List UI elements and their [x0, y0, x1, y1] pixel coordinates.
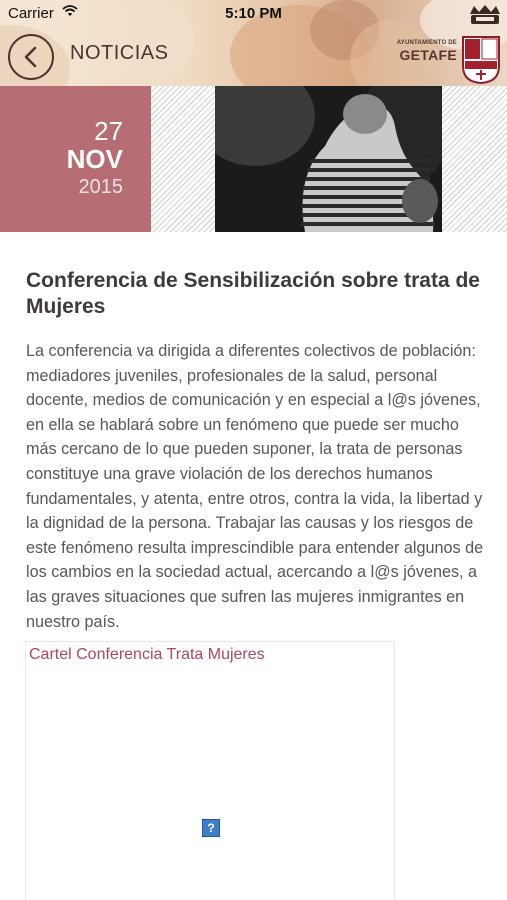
date-month: NOV — [66, 144, 123, 174]
getafe-logo — [378, 36, 503, 86]
logo-subtitle: AYUNTAMIENTO DE — [396, 40, 457, 46]
date-box — [0, 86, 151, 232]
broken-image-icon[interactable]: ? — [202, 819, 220, 837]
coat-of-arms-icon — [462, 36, 500, 84]
article-title: Conferencia de Sensibilización sobre trata de Mujeres — [26, 269, 480, 318]
back-button[interactable] — [8, 34, 54, 80]
logo-name: GETAFE — [399, 47, 457, 63]
crown-icon — [468, 4, 502, 26]
attachment-frame — [25, 641, 395, 900]
article-photo — [215, 86, 442, 232]
chevron-left-icon — [22, 46, 40, 68]
article-body: La conferencia va dirigida a diferentes colectivos de población: mediadores juveniles, profesionales de la salud, personal docente, medios de comunicación y en especial a l@s jóvenes, en ella se hablará sobre un fenómeno que puede ser mucho más cercano de lo que pueden suponer, la trata de personas constituye una grave violación de los derechos humanos fundamentales, y atenta, entre otros, contra la vida, la libertad y la dignidad de la persona. Trabajar las causas y los riesgos de este fenómeno resulta imprescindible para entender algunos de los cambios en la sociedad actual, acercando a l@s jóvenes, a las graves situaciones que sufren las mujeres inmigrantes en nuestro país. — [26, 342, 484, 631]
hero-banner — [0, 86, 507, 232]
status-time: 5:10 PM — [225, 5, 282, 22]
date-year: 2015 — [78, 176, 123, 198]
status-bar — [0, 0, 507, 28]
carrier-label: Carrier — [8, 5, 54, 22]
attachment-link[interactable]: Cartel Conferencia Trata Mujeres — [29, 646, 265, 663]
page-title: NOTICIAS — [70, 42, 169, 64]
date-day: 27 — [94, 116, 123, 146]
